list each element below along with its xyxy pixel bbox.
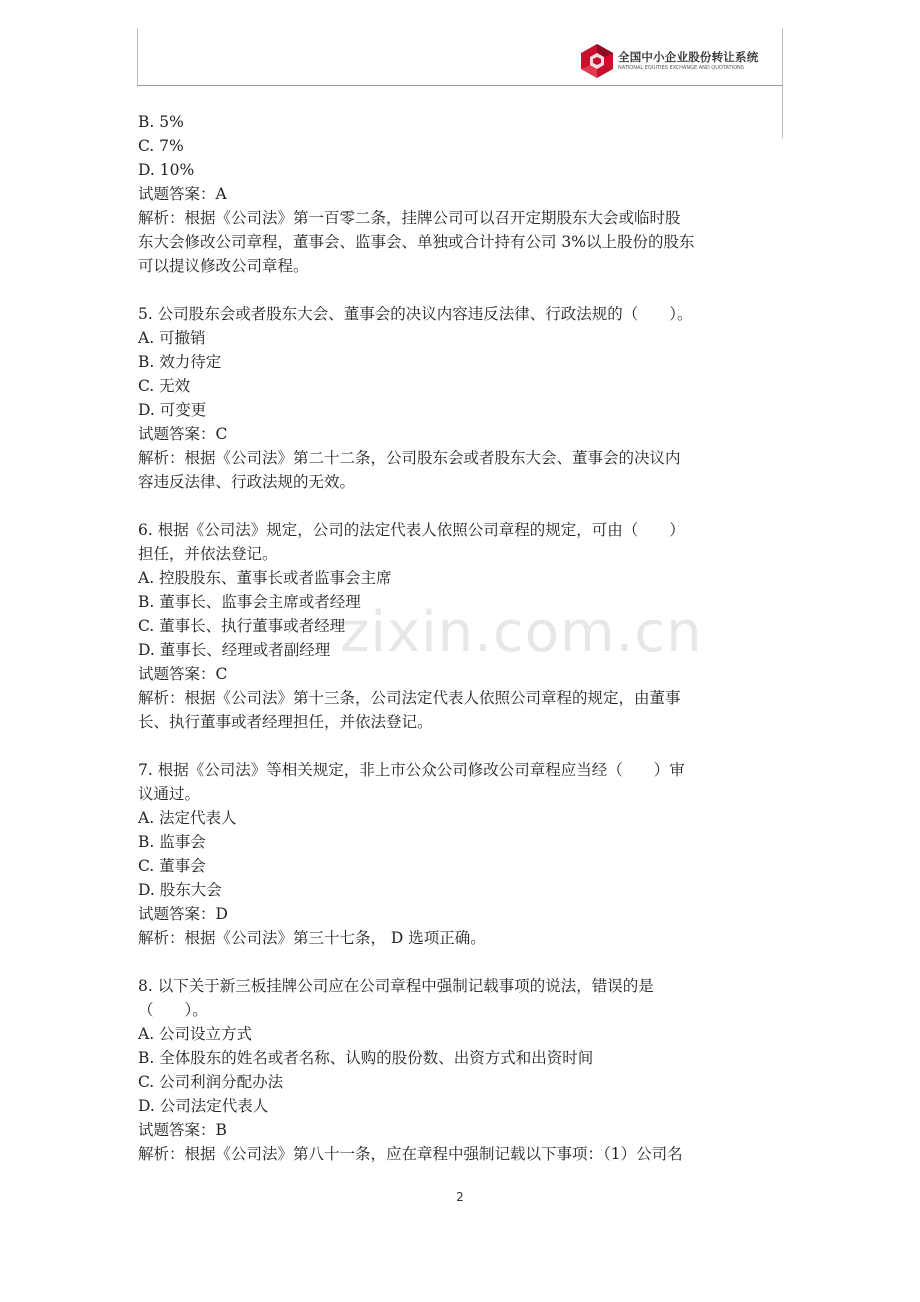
text-line: 解析：根据《公司法》第三十七条， D 选项正确。 [138,929,486,947]
text-line: C. 7% [138,137,184,155]
text-line: 议通过。 [138,785,201,803]
text-line: A. 公司设立方式 [138,1025,253,1043]
text-line: A. 可撤销 [138,329,206,347]
paragraph-gap [138,734,788,758]
text-line: D. 可变更 [138,401,207,419]
header-divider [137,85,783,86]
text-line: （ ）。 [138,1001,208,1019]
text-line: 解析：根据《公司法》第一百零二条，挂牌公司可以召开定期股东大会或临时股 [138,209,681,227]
text-line: 试题答案：C [138,665,228,683]
logo-chinese-name: 全国中小企业股份转让系统 [618,50,759,64]
text-line: C. 公司利润分配办法 [138,1073,284,1091]
logo-english-name: NATIONAL EQUITIES EXCHANGE AND QUOTATIONS [618,65,744,71]
text-line: D. 10% [138,161,195,179]
neeq-logo [580,43,758,79]
text-line: B. 董事长、监事会主席或者经理 [138,593,361,611]
text-line: B. 效力待定 [138,353,222,371]
text-line: D. 董事长、经理或者副经理 [138,641,331,659]
text-line: 容违反法律、行政法规的无效。 [138,473,356,491]
paragraph-gap [138,950,788,974]
text-line: 可以提议修改公司章程。 [138,257,309,275]
text-line: D. 公司法定代表人 [138,1097,269,1115]
page-number: 2 [456,1190,464,1204]
neeq-logo-icon [580,43,614,79]
text-line: 试题答案：C [138,425,228,443]
text-line: 5. 公司股东会或者股东大会、董事会的决议内容违反法律、行政法规的（ ）。 [138,305,693,323]
text-line: 解析：根据《公司法》第十三条，公司法定代表人依照公司章程的规定，由董事 [138,689,681,707]
text-line: 试题答案：A [138,185,227,203]
text-line: 担任，并依法登记。 [138,545,278,563]
text-line: B. 全体股东的姓名或者名称、认购的股份数、出资方式和出资时间 [138,1049,594,1067]
text-line: C. 董事会 [138,857,206,875]
watermark: zixin.com.cn [340,600,703,665]
text-line: 8. 以下关于新三板挂牌公司应在公司章程中强制记载事项的说法，错误的是 [138,977,654,995]
text-line: C. 无效 [138,377,191,395]
text-line: B. 监事会 [138,833,206,851]
text-line: 试题答案：D [138,905,228,923]
text-line: A. 法定代表人 [138,809,237,827]
paragraph-gap [138,278,788,302]
text-line: D. 股东大会 [138,881,222,899]
text-line: C. 董事长、执行董事或者经理 [138,617,346,635]
text-line: 试题答案：B [138,1121,227,1139]
document-body [138,110,788,1166]
header-left-rule [137,28,138,86]
text-line: 解析：根据《公司法》第二十二条，公司股东会或者股东大会、董事会的决议内 [138,449,681,467]
text-line: B. 5% [138,113,184,131]
text-line: A. 控股股东、董事长或者监事会主席 [138,569,392,587]
text-line: 解析：根据《公司法》第八十一条，应在章程中强制记载以下事项：（1）公司名 [138,1145,683,1163]
text-line: 东大会修改公司章程，董事会、监事会、单独或合计持有公司 3%以上股份的股东 [138,233,695,251]
paragraph-gap [138,494,788,518]
text-line: 6. 根据《公司法》规定，公司的法定代表人依照公司章程的规定，可由（ ） [138,521,685,539]
text-line: 7. 根据《公司法》等相关规定，非上市公众公司修改公司章程应当经（ ）审 [138,761,685,779]
text-line: 长、执行董事或者经理担任，并依法登记。 [138,713,433,731]
